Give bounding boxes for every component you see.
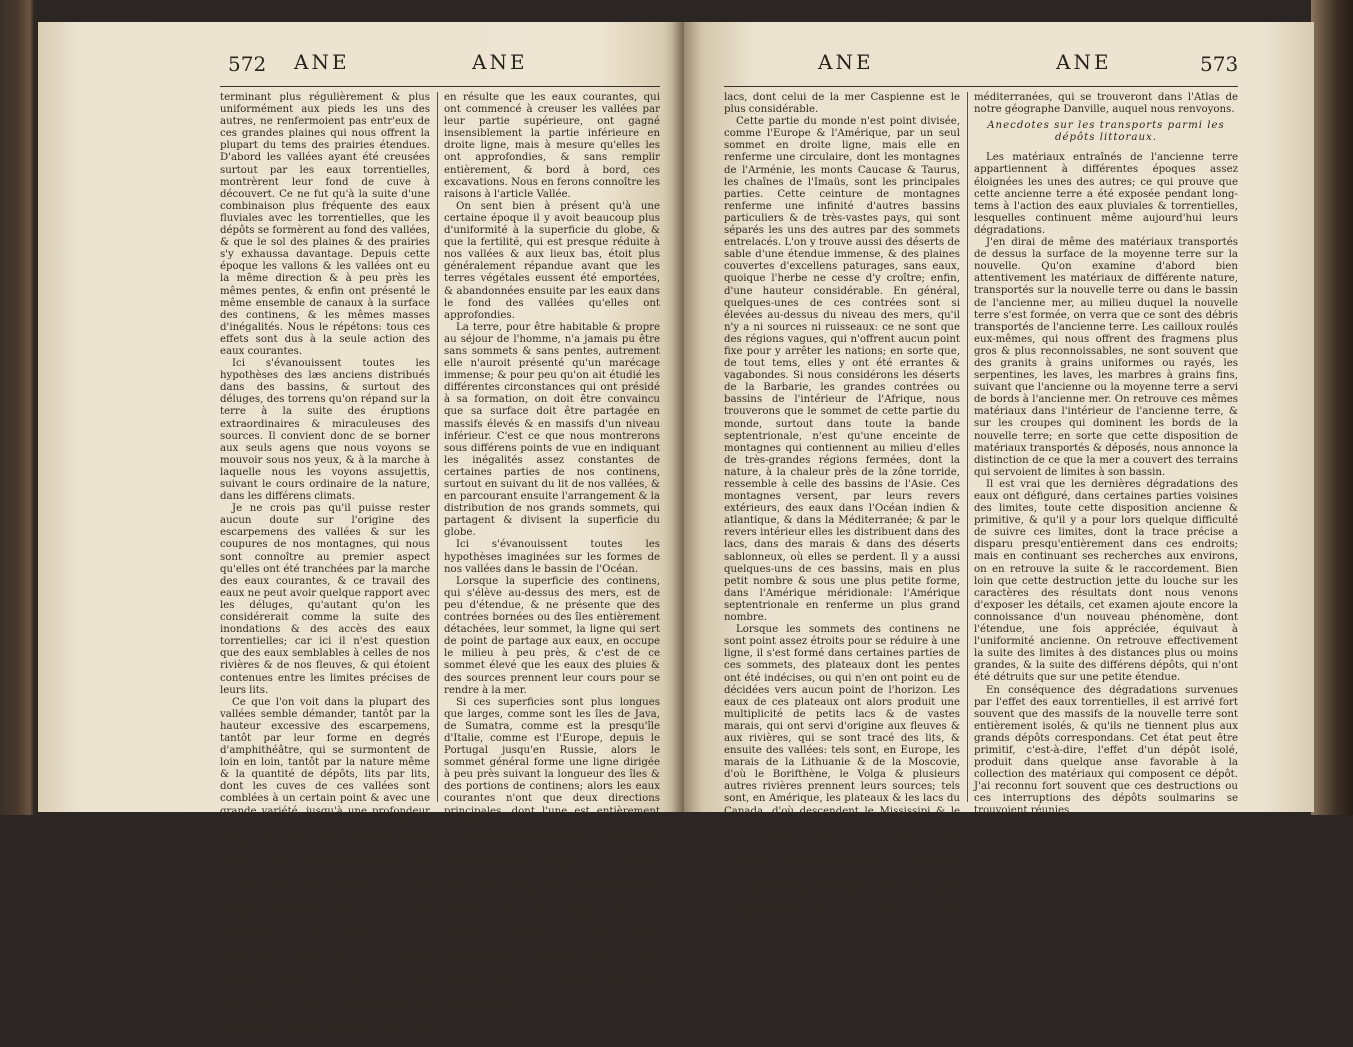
page-number-left: 572 (228, 52, 267, 76)
paragraph: Lorsque les sommets des continens ne sont point assez étroits pour se réduire à une ligne, il s'est formé dans certaines parties de ces sommets, des plateaux dont les pentes ont été indécises, ou qui n'en ont point eu de décidées vers aucun point de l'horizon. Les eaux de ces plateaux ont alors produit une multiplicité de petits lacs & de vastes marais, qui ont servi d'origine aux fleuves & aux rivières, qui se sont tracé des lits, & ensuite des vallées: tels sont, en Europe, les marais de la Lithuanie & de la Moscovie, d'où le Borifthène, le Volga & plusieurs autres rivières prennent leurs sources; tels sont, en Amérique, les plateaux & les lacs du Canada, d'où descendent le Mississipi & le fleuve Saint-Laurent, & ceux du Paraguay, d'où le grand fleuve de la Plata tire son origine. (724, 624, 960, 853)
right-column-2 (974, 92, 1238, 817)
paragraph: Les matériaux entraînés de l'ancienne terre appartiennent à différentes époques assez éloignées les unes des autres; ce qui prouve que cette ancienne terre a été exposée pendant long-tems à l'action des eaux pluviales & torrentielles, lesquelles continuent même aujourd'hui leurs dégradations. (974, 152, 1238, 236)
paragraph: Ici s'évanouissent toutes les hypothèses imaginées sur les formes de nos vallées dans le bassin de l'Océan. (444, 539, 660, 575)
running-head-right-1: ANE (818, 50, 874, 74)
paragraph: La terre, pour être habitable & propre au séjour de l'homme, n'a jamais pu être sans sommets & sans pentes, autrement elle n'auroit présenté qu'un marécage immense; & pour peu qu'on ait étudié les différentes circonstances qui ont présidé à sa formation, on doit être convaincu que sa surface doit être partagée en massifs élevés & en massifs d'un niveau inférieur. C'est ce que nous montrerons sous différens points de vue en indiquant les inégalités assez constantes de certaines parties de nos continens, surtout en suivant du lit de nos vallées, & en parcourant ensuite l'arrangement & la distribution de nos grands sommets, qui partagent & divisent la superficie du globe. (444, 321, 660, 539)
paragraph: Dans toutes les contrées on ne voit pas que les eaux aient couvert les terrains supérieurs aux bords des vallées, surtout depuis qu'elles ont commencé à les creuser. L'on y reconnoît à la vérité que ces eaux ont monté bien au-delà des plus grandes crûes actuelles, comme à trente ou quarante toises. Il y a des cas où les escarpemens ne régnent pas plus haut, parce que le terrain s'élève ensuite en pente douce. Ainsi, les bords n'ont été frappés & détruits, dans ces lieux, qu'à leur pied. Il (220, 878, 430, 1047)
paragraph: On sent bien à présent qu'à une certaine époque il y avoit beaucoup plus d'uniformité à la superficie du globe, & que la fertilité, qui est presque réduite à nos vallées & aux lieux bas, étoit plus généralement répandue avant que les terres végétales eussent été emportées, & abandonnées ensuite par les eaux dans le fond des vallées qu'elles ont approfondies. (444, 200, 660, 321)
column-divider-left (437, 92, 438, 802)
paragraph: En conséquence des dégradations survenues par l'effet des eaux torrentielles, il est arrivé fort souvent que des massifs de la nouvelle terre sont entièrement isolés, & qu'ils ne tiennent plus aux grands dépôts correspondans. Cet état peut être primitif, c'est-à-dire, l'effet d'un dépôt isolé, produit dans quelque anse favorable à la collection des matériaux qui composent ce dépôt. J'ai reconnu fort souvent que ces destructions ou ces interruptions des dépôts soulmarins se trouvoient réunies (974, 684, 1238, 817)
running-head-right-2: ANE (1056, 50, 1112, 74)
paragraph: Si ces superficies sont plus longues que larges, comme sont les îles de Java, de Sumatra, comme est la presqu'île d'Italie, comme est l'Europe, depuis le Portugal jusqu'en Russie, alors le sommet général forme une ligne dirigée à peu près suivant la longueur des îles & des portions de continens; alors les eaux courantes n'ont que deux directions principales, dont l'une est entièrement opposée à l'autre. (444, 696, 660, 829)
paragraph: J'en dirai de même des matériaux transportés de dessus la surface de la moyenne terre sur la nouvelle. Qu'on examine d'abord bien attentivement les matériaux de différente nature, transportés sur la nouvelle terre ou dans le bassin de l'ancienne mer, au milieu duquel la nouvelle terre s'est formée, on verra que ce sont des débris transportés de l'ancienne terre. Les cailloux roulés eux-mêmes, qui nous offrent des fragmens plus gros & plus reconnoissables, ne sont souvent que des granits à grains uniformes ou rayés, les serpentines, les laves, les marbres à grains fins, suivant que l'ancienne ou la moyenne terre a servi de bords à l'ancienne mer. On retrouve ces mêmes matériaux dans l'intérieur de l'ancienne terre, & sur les croupes qui dominent les bords de la nouvelle terre; en sorte que cette disposition de matériaux transportés & déposés, nous annonce la distinction de ce que la mer a couvert des terrains qui servoient de limites à son bassin. (974, 237, 1238, 478)
paragraph: Voilà le véritable ensemble sous lequel on doit considérer les inégalités de la surface de nos continens, inégalités que les eaux courantes rendent sensibles par le tableau hydrographique de nos fleuves, de nos rivières, de nos lacs & de nos (724, 853, 960, 926)
running-head-left-2: ANE (472, 50, 528, 74)
paragraph: méditerranées, qui se trouveront dans l'Atlas de notre géographe Danville, auquel nous renvoyons. (974, 92, 1238, 116)
left-column-2 (444, 92, 660, 1011)
paragraph: Cette partie du monde n'est point divisée, comme l'Europe & l'Amérique, par un seul sommet en droite ligne, mais elle en renferme une circulaire, dont les montagnes de l'Arménie, les monts Caucase & Taurus, les chaînes de l'Imaüs, sont les principales parties. Cette ceinture de montagnes renferme une infinité d'autres bassins particuliers & de très-vastes pays, qui sont séparés les uns des autres par des sommets entrelacés. L'on y trouve aussi des déserts de sable d'une étendue immense, & des plaines couvertes d'excellens paturages, sans eaux, quoique l'herbe ne cesse d'y croître; enfin, d'une hauteur considérable. En général, quelques-unes de ces contrées sont si élevées au-dessus du niveau des mers, qu'il n'y a ni sources ni ruisseaux: ce ne sont que des régions vagues, qui n'offrent aucun point fixe pour y arrêter les nations; en sorte que, de tout tems, elles y ont été errantes & vagabondes. Si nous considérons les déserts de la Barbarie, les grandes contrées ou bassins de l'intérieur de l'Afrique, nous trouverons que le sommet de cette partie du monde, surtout dans toute la bande septentrionale, n'est qu'une enceinte de montagnes qui contiennent au milieu d'elles de très-grandes régions fermées, dont la nature, à la chaleur près de la zône torride, ressemble à celle des bassins de l'Asie. Ces montagnes versent, par leurs revers extérieurs, des eaux dans l'Océan indien & atlantique, & dans la Méditerranée; & par le revers intérieur elles les distribuent dans des lacs, dans des marais & dans des déserts sablonneux, où elles se perdent. Il y a aussi quelques-uns de ces bassins, mais en plus petit nombre & sous une plus petite forme, dans l'Amérique méridionale: l'Amérique septentrionale en renferme un plus grand nombre. (724, 116, 960, 624)
paragraph: lacs, dont celui de la mer Caspienne est le plus considérable. (724, 92, 960, 116)
header-rule-left (220, 86, 660, 87)
book-edge-right (1311, 0, 1353, 815)
section-heading: Anecdotes sur les transports parmi les dépôts littoraux. (987, 120, 1225, 144)
paragraph: Lorsque les parties élevées au-dessus des eaux sont d'une étendue très-considérable en longueur & en largeur, ce qui forme le sommet n'est plus une seule ligne; c'est une grande superficie qui, à proportion de son étendue, présente des revers opposés aux mers principales, suivant lesquels les eaux se trouvent amenées vers des pentes locales, où elles forment des lacs & des méditerranées: c'est le cas où se trouve l'Asie, qui n'envoie que les eaux de son contour dans les mers, mais qui rassemble toutes ses eaux intérieures dans différens (444, 829, 660, 1011)
paragraph: Je ne crois pas qu'il puisse rester aucun doute sur l'origine des escarpemens des vallées & sur les coupures de nos montagnes, qui nous sont connoître au premier aspect qu'elles ont été tranchées par la marche des eaux courantes, & ce travail des eaux ne peut avoir quelque rapport avec les déluges, qu'autant qu'on les considérerait comme la suite des inondations & des accès des eaux torrentielles; car ici il n'est question que des eaux semblables à celles de nos rivières & de nos fleuves, & qui étoient contenues entre les limites précises de leurs lits. (220, 503, 430, 696)
paragraph: Lorsque la superficie des continens, qui s'élève au-dessus des mers, est de peu d'étendue, & ne présente que des contrées bornées ou des îles entièrement détachées, leur sommet, la ligne qui sert de point de partage aux eaux, en occupe le milieu à peu près, & c'est de ce sommet élevé que les eaux des pluies & des sources prennent leur cours pour se rendre à la mer. (444, 575, 660, 696)
paragraph: Il est vrai que les dernières dégradations des eaux ont défiguré, dans certaines parties voisines des limites, toute cette disposition ancienne & primitive, & qu'il y a pour lors quelque difficulté de suivre ces limites, dont la trace précise a disparu presqu'entièrement dans ces endroits; mais en continuant ses recherches aux environs, on en retrouve la suite & le raccordement. Bien loin que cette destruction jette du louche sur les caractères des résultats dont nous venons d'exposer les détails, cet examen ajoute encore la connoissance d'un nouveau phénomène, dont l'étendue, une fois appréciée, équivaut à l'uniformité ancienne. On retrouve effectivement la suite des limites à des distances plus ou moins grandes, & la suite des différens dépôts, qui n'ont été détruits que sur une petite étendue. (974, 478, 1238, 684)
left-column-1 (220, 92, 430, 1047)
running-head-left-1: ANE (294, 50, 350, 74)
left-page (38, 22, 684, 1047)
column-divider-right (967, 92, 968, 802)
paragraph: Ce que l'on voit dans la plupart des vallées semble démander, tantôt par la hauteur excessive des escarpemens, tantôt par leur forme en degrés d'amphithéâtre, qui se surmontent de loin en loin, tantôt par la nature même & la quantité de dépôts, lits par lits, dont les cuves de ces vallées sont comblées à un certain point & avec une grande variété, jusqu'à une profondeur étonnante, tout cela semble demander, dis-je, que les eaux courantes aient travaillé pendant long-tems, à diverses reprises, soit comme torrentielles, soit comme fluviales. (220, 696, 430, 877)
right-page (684, 22, 1314, 926)
right-column-1 (724, 92, 960, 926)
paragraph: en résulte que les eaux courantes, qui ont commencé à creuser les vallées par leur partie supérieure, ont gagné insensiblement la partie inférieure en droite ligne, mais à mesure qu'elles les ont approfondies, & sans remplir entièrement, & bord à bord, ces excavations. Nous en ferons connoître les raisons à l'article Vallée. (444, 92, 660, 200)
paragraph: Ici s'évanouissent toutes les hypothèses des læs anciens distribués dans des bassins, & surtout des déluges, des torrens qu'on répand sur la terre à la suite des éruptions extraordinaires & miraculeuses des sources. Il convient donc de se borner aux seuls agens que nous voyons se mouvoir sous nos yeux, & à la marche à laquelle nous les voyons assujettis, suivant le cours ordinaire de la nature, dans les différens climats. (220, 358, 430, 503)
page-number-right: 573 (1200, 52, 1239, 76)
header-rule-right (724, 86, 1238, 87)
paragraph: terminant plus régulièrement & plus uniformément aux pieds les uns des autres, ne renfermoient pas entr'eux de ces grandes plaines qui nous offrent la plupart du tems des prairies étendues. D'abord les vallées ayant été creusées surtout par les eaux torrentielles, montrèrent leur fond de cuve à découvert. Ce ne fut qu'à la suite d'une combinaison plus fréquente des eaux fluviales avec les torrentielles, que les dépôts se formèrent au fond des vallées, & que le sol des plaines & des prairies s'y exhaussa davantage. Depuis cette époque les vallons & les vallées ont eu la même direction & à peu près les mêmes pentes, & enfin ont présenté le même ensemble de canaux à la surface des continens, & les mêmes masses d'inégalités. Nous le répétons: tous ces effets sont dus à la seule action des eaux courantes. (220, 92, 430, 357)
